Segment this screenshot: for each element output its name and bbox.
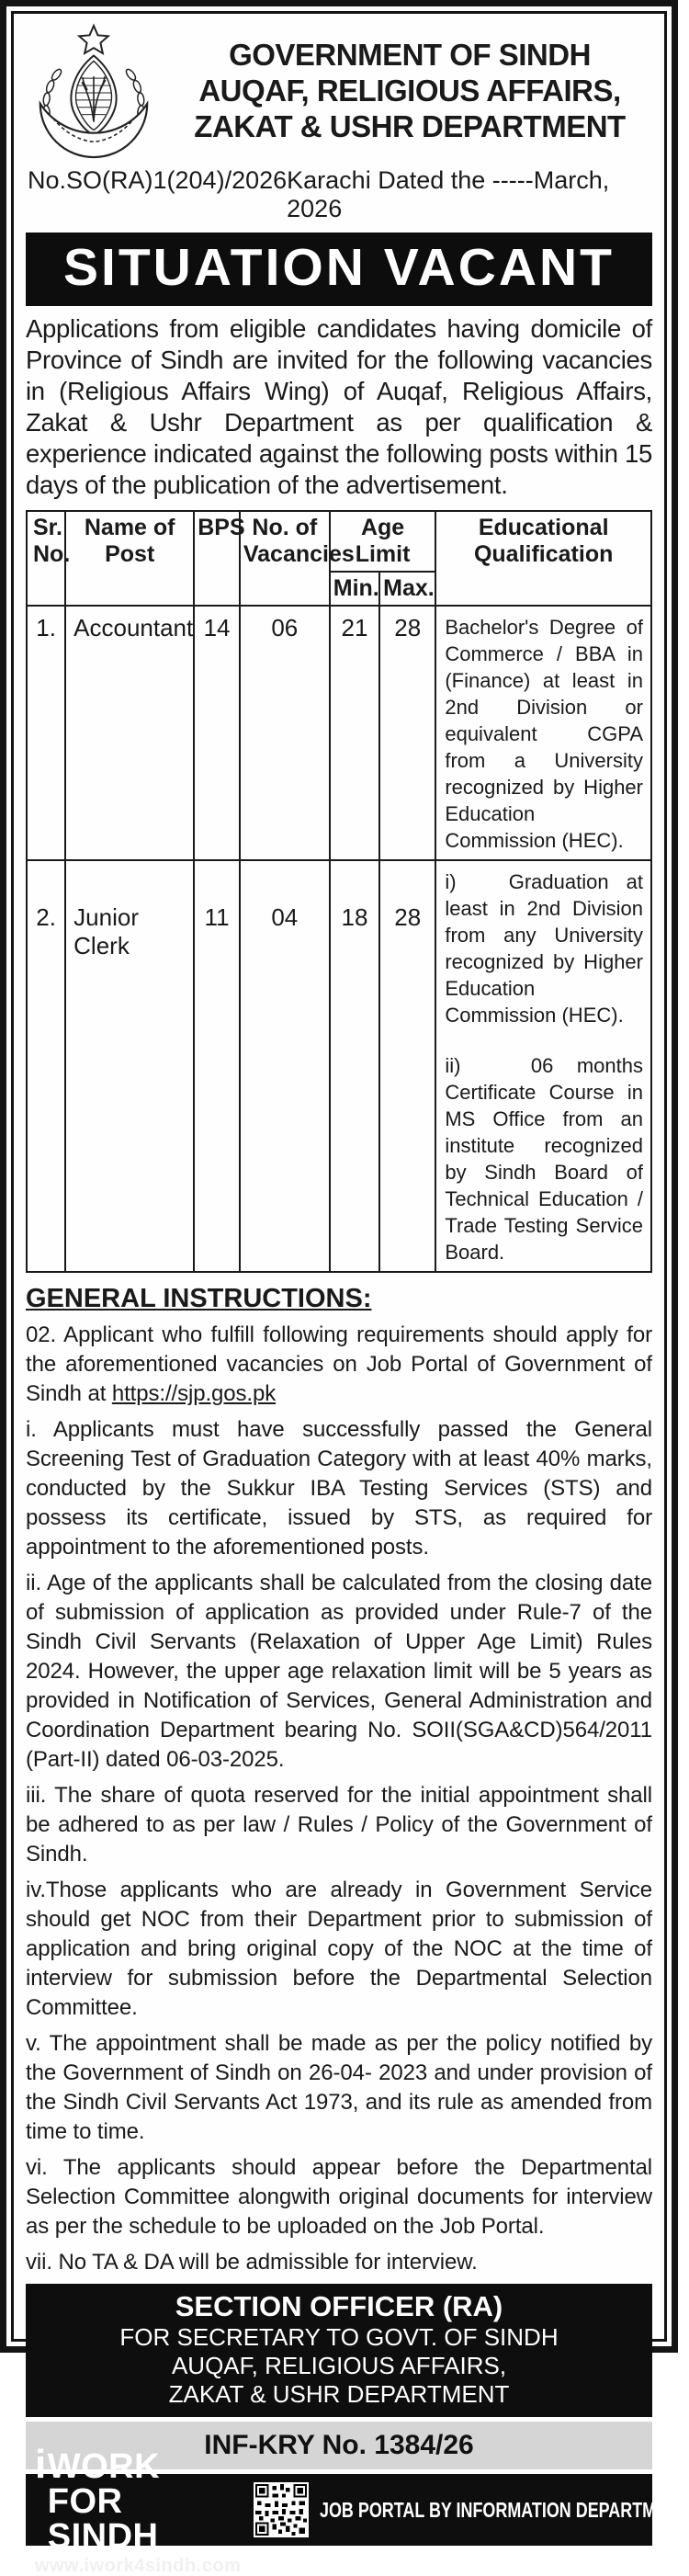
- inf-number-bar: INF-KRY No. 1384/26: [26, 2422, 652, 2469]
- brand-text: WORK FOR SINDH: [47, 2447, 161, 2556]
- table-row: [27, 606, 651, 860]
- cell-bps: 14: [194, 606, 240, 860]
- instruction-item-v: v. The appointment shall be made as per the policy notified by the Government of Sindh on 26-04- 2023 and under provision of the Sindh Civil Servants Act 1973, and its rule as amended from time to time.: [26, 2031, 652, 2144]
- brand-i-mark: i: [35, 2442, 47, 2487]
- iworkforsindh-logo: [35, 2442, 242, 2576]
- qualification-paragraph: i) Graduation at least in 2nd Division from any University recognized by Higher Education Commission (HEC).: [445, 870, 643, 1027]
- department-title: [167, 37, 652, 144]
- cell-sr: 2.: [27, 860, 65, 1272]
- cell-age-max: 28: [379, 606, 435, 860]
- reference-line: [26, 166, 652, 223]
- cell-sr: 1.: [27, 606, 65, 860]
- instruction-item-ii: ii. Age of the applicants shall be calculated from the closing date of submission of application as provided under Rule-7 of the Sindh Civil Servants (Relaxation of Upper Age Limit) Rules 2024. However, the upper age relaxation limit will be 5 years as provided in Notification of Services, General Administration and Coordination Department bearing No. SOII(SGA&CD)564/2011 (Part-II) dated 06-03-2025.: [26, 1571, 652, 1772]
- job-portal-link[interactable]: https://sjp.gos.pk: [111, 1381, 277, 1406]
- col-header-age-limit: Age Limit: [330, 511, 436, 572]
- instruction-item-vi: vi. The applicants should appear before the Departmental Selection Committee alongwith original documents for interview as per the schedule to be uploaded on the Job Portal.: [26, 2155, 652, 2239]
- instruction-item-i: i. Applicants must have successfully passed the General Screening Test of Graduation Category with at least 40% marks, conducted by the Sukkur IBA Testing Services (STS) and possess its certificate, issued by STS, as required for appointment to the aforementioned posts.: [26, 1417, 652, 1560]
- col-header-name-of-post: Name of Post: [65, 511, 194, 606]
- col-header-sr-no: Sr. No.: [27, 511, 65, 606]
- signatory-line: ZAKAT & USHR DEPARTMENT: [168, 2380, 510, 2408]
- title-line-2: AUQAF, RELIGIOUS AFFAIRS,: [198, 73, 621, 108]
- instruction-02-text: 02. Applicant who fulfill following requirements should apply for the aforementioned vacancies on Job Portal of Government of Sindh at: [26, 1322, 652, 1406]
- col-header-age-min: Min.: [330, 572, 379, 606]
- instruction-item-02: [26, 1321, 652, 1409]
- website-url[interactable]: www.iwork4sindh.com: [35, 2556, 242, 2576]
- cell-age-min: 21: [330, 606, 379, 860]
- job-portal-tagline: JOB PORTAL BY INFORMATION DEPARTMENT: [320, 2497, 689, 2522]
- inner-frame: [11, 11, 689, 2576]
- title-line-1: GOVERNMENT OF SINDH: [229, 37, 591, 72]
- dateline: Karachi Dated the -----March, 2026: [287, 166, 610, 222]
- cell-qualification: [435, 606, 651, 860]
- col-header-bps: BPS: [194, 511, 240, 606]
- col-header-qualification: Educational Qualification: [435, 511, 651, 606]
- general-instructions-heading: GENERAL INSTRUCTIONS:: [26, 1284, 372, 1313]
- sindh-government-emblem-icon: [26, 21, 162, 159]
- cell-bps: 11: [194, 860, 240, 1272]
- instruction-item-vii: vii. No TA & DA will be admissible for interview.: [26, 2250, 478, 2275]
- cell-age-max: 28: [379, 860, 435, 1272]
- header: [26, 21, 652, 159]
- signatory-line: AUQAF, RELIGIOUS AFFAIRS,: [171, 2352, 507, 2379]
- reference-number: No.SO(RA)1(204)/2026: [28, 166, 288, 194]
- intro-paragraph: Applications from eligible candidates having domicile of Province of Sindh are invited for the following vacancies in (Religious Affairs Wing) of Auqaf, Religious Affairs, Zakat & Ushr Department as per qualification & experience indicated against the following posts within 15 days of the publication of the advertisement.: [26, 314, 652, 499]
- cell-qualification: [435, 860, 651, 1272]
- instruction-item-iv: iv.Those applicants who are already in Government Service should get NOC from their Department prior to submission of application and bring original copy of the NOC at the time of interview for submission before the Departmental Selection Committee.: [26, 1878, 652, 2020]
- cell-vacancies: 04: [240, 860, 330, 1272]
- instruction-item-iii: iii. The share of quota reserved for the initial appointment shall be adhered to as per law / Rules / Policy of the Government of Sindh.: [26, 1783, 652, 1867]
- cell-post: Junior Clerk: [65, 860, 194, 1272]
- signatory-title: SECTION OFFICER (RA): [175, 2290, 503, 2322]
- signature-box: [26, 2284, 652, 2417]
- qualification-paragraph: Bachelor's Degree of Commerce / BBA in (Finance) at least in 2nd Division or equivalent CGPA from a University recognized by Higher Education Commission (HEC).: [445, 616, 643, 852]
- situation-vacant-banner: SITUATION VACANT: [26, 233, 652, 306]
- qr-code-icon: [254, 2482, 309, 2537]
- qualification-paragraph: ii) 06 months Certificate Course in MS Office from an institute recognized by Sindh Board of Technical Education / Trade Testing Service Board.: [445, 1054, 643, 1264]
- cell-post: Accountant: [65, 606, 194, 860]
- table-row: [27, 860, 651, 1272]
- title-line-3: ZAKAT & USHR DEPARTMENT: [194, 108, 626, 143]
- col-header-vacancies: No. of Vacancies: [240, 511, 330, 606]
- cell-age-min: 18: [330, 860, 379, 1272]
- vacancy-table: [26, 510, 652, 1273]
- col-header-age-max: Max.: [379, 572, 435, 606]
- cell-vacancies: 06: [240, 606, 330, 860]
- signatory-line: FOR SECRETARY TO GOVT. OF SINDH: [119, 2323, 559, 2351]
